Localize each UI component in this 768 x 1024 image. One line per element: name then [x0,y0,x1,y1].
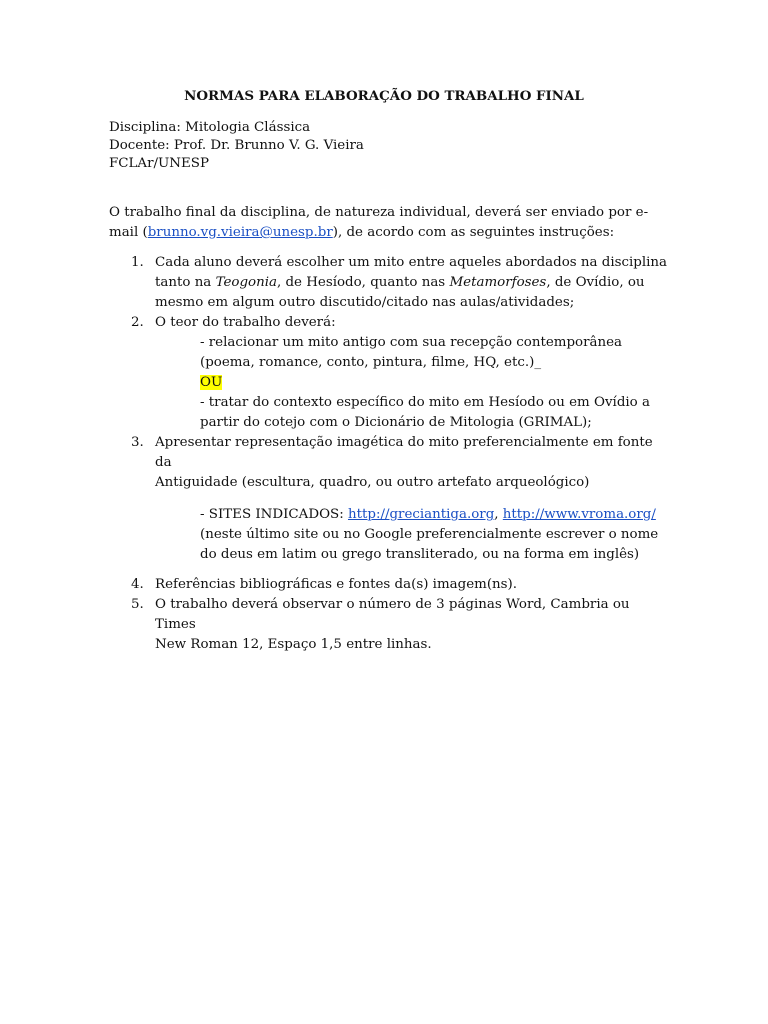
item-number: 3. [131,435,144,450]
text-segment: , de Ovídio, ou [546,275,645,290]
item-5-line-2: New Roman 12, Espaço 1,5 entre linhas. [155,637,432,652]
item-number: 4. [131,577,144,592]
intro-paragraph [109,203,649,243]
spacer [155,493,669,505]
text-segment: , de Hesíodo, quanto nas [276,275,450,290]
sites-separator: , [494,507,503,522]
sites-label: - SITES INDICADOS: [200,507,348,522]
institution-line: FCLAr/UNESP [109,156,209,171]
text-segment: tanto na [155,275,216,290]
list-item-1 [109,253,669,313]
teacher-line: Docente: Prof. Dr. Brunno V. G. Vieira [109,138,364,153]
item-5-line-1: O trabalho deverá observar o número de 3 páginas Word, Cambria ou Times [155,597,630,632]
greciantiga-link[interactable]: http://greciantiga.org [347,507,495,522]
list-item-4 [109,575,669,595]
item-3-sub-2: (neste último site ou no Google preferencialmente escrever o nome [200,527,659,542]
intro-line-1: O trabalho final da disciplina, de natureza individual, deverá ser enviado por e- [109,205,649,220]
item-2-sub-1: - relacionar um mito antigo com sua recepção contemporânea [200,335,623,350]
item-3-line-2: Antiguidade (escultura, quadro, ou outro artefato arqueológico) [155,475,590,490]
item-4-line-1: Referências bibliográficas e fontes da(s) imagem(ns). [155,577,518,592]
item-number: 5. [131,597,144,612]
item-number: 2. [131,315,144,330]
item-1-line-3: mesmo em algum outro discutido/citado nas aulas/atividades; [155,295,575,310]
or-separator [155,373,669,393]
sites-line [155,505,669,525]
email-link[interactable]: brunno.vg.vieira@unesp.br [147,225,333,240]
item-3-sub-3: do deus em latim ou grego transliterado, ou na forma em inglês) [200,547,640,562]
vroma-link[interactable]: http://www.vroma.org/ [502,507,656,522]
item-3-line-1: Apresentar representação imagética do mito preferencialmente em fonte da [155,435,653,470]
instructions-list [109,253,669,655]
item-2-sub-4: partir do cotejo com o Dicionário de Mitologia (GRIMAL); [200,415,592,430]
list-item-3 [109,433,669,565]
document-title: NORMAS PARA ELABORAÇÃO DO TRABALHO FINAL [184,88,584,104]
item-number: 1. [131,255,144,270]
highlighted-ou: OU [200,375,223,390]
intro-suffix: ), de acordo com as seguintes instruções: [332,225,615,240]
list-item-5 [109,595,669,655]
discipline-line: Disciplina: Mitologia Clássica [109,120,311,135]
teogonia-title: Teogonia [215,275,277,290]
metamorfoses-title: Metamorfoses [449,275,547,290]
item-1-line-1: Cada aluno deverá escolher um mito entre aqueles abordados na disciplina [155,255,668,270]
list-item-2 [109,313,669,433]
item-1-line-2 [155,273,669,293]
intro-prefix: mail ( [109,225,148,240]
item-2-sub-3: - tratar do contexto específico do mito em Hesíodo ou em Ovídio a [200,395,650,410]
item-2-sub-2: (poema, romance, conto, pintura, filme, HQ, etc.)_ [200,355,542,370]
item-2-line-1: O teor do trabalho deverá: [155,315,336,330]
course-header [109,119,364,173]
intro-line-2 [109,223,649,243]
spacer [109,565,669,575]
